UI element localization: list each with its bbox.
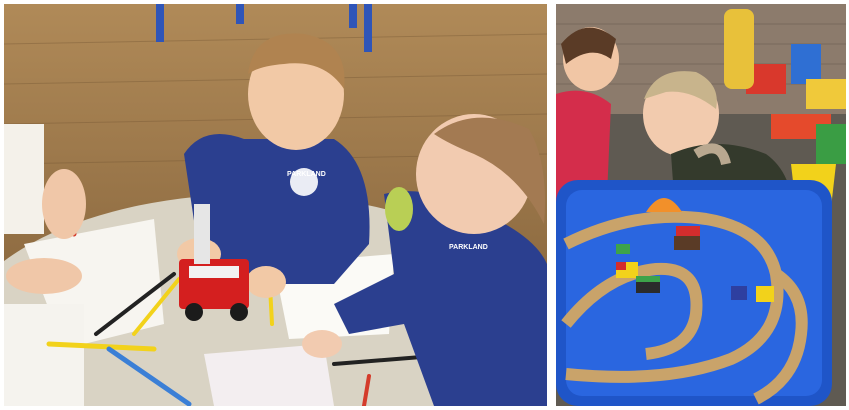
left-child-sleeve: [4, 124, 44, 234]
left-photo: [4, 4, 547, 406]
uniform-logo-text-girl: PARKLAND: [449, 244, 488, 251]
uniform-logo-text: PARKLAND: [287, 171, 326, 178]
right-photo: [556, 4, 846, 406]
drawing-paper-corner: [4, 304, 84, 406]
left-child-hand: [6, 258, 82, 294]
child-yellow-coat: [724, 9, 754, 89]
classroom-drawing-scene: [4, 4, 547, 406]
train-table-scene: [556, 4, 846, 406]
pear-fruit: [385, 187, 413, 231]
